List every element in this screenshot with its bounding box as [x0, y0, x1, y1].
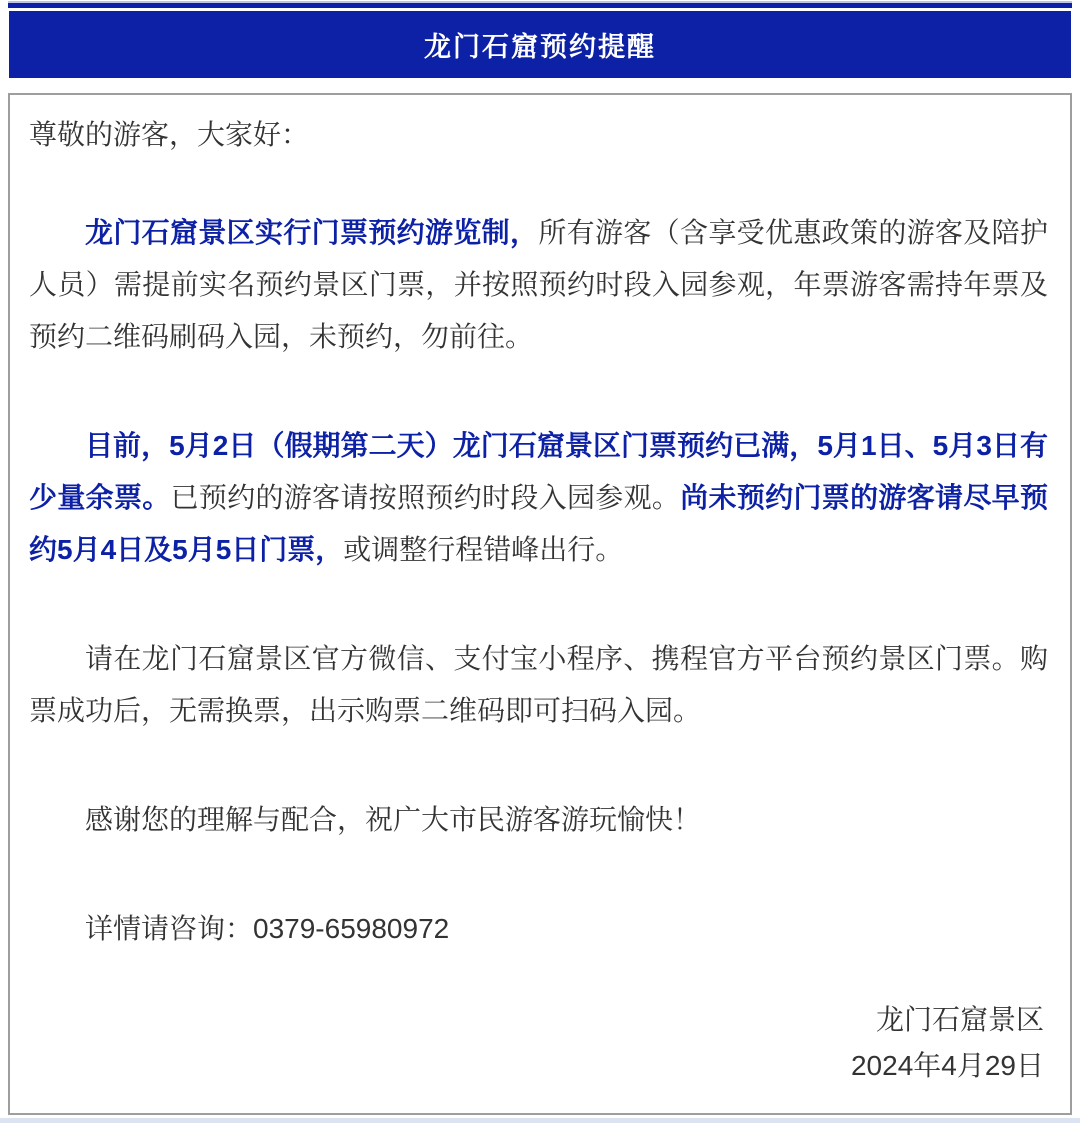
emphasis-policy-text: 龙门石窟景区实行门票预约游览制， — [85, 217, 539, 248]
booked-visitors-text: 已预约的游客请按照预约时段入园参观。 — [170, 482, 681, 513]
paragraph-contact — [29, 903, 1048, 955]
notice-box — [8, 93, 1072, 1115]
notice-header-bar — [9, 11, 1071, 78]
bottom-strip — [0, 1118, 1080, 1123]
greeting-line — [29, 109, 1048, 161]
paragraph-ticket-status — [29, 420, 1048, 576]
policy-detail-text: 所有游客（含享受优惠政策的游客及陪护人员）需提前实名预约景区门票，并按照预约时段入园参观，年票游客需持年票及预约二维码刷码入园，未预约，勿前往。 — [29, 217, 1048, 352]
adjust-itinerary-text: 或调整行程错峰出行。 — [343, 534, 624, 565]
contact-phone: 0379-65980972 — [253, 913, 450, 944]
contact-label: 详情请咨询： — [85, 913, 254, 944]
paragraph-booking-channels — [29, 633, 1048, 737]
booking-channels-text: 请在龙门石窟景区官方微信、支付宝小程序、携程官方平台预约景区门票。购票成功后，无需换票，出示购票二维码即可扫码入园。 — [29, 643, 1048, 726]
paragraph-reservation-policy — [29, 207, 1048, 363]
signature-date: 2024年4月29日 — [850, 1050, 1044, 1081]
paragraph-thanks — [29, 794, 1048, 846]
thanks-text: 感谢您的理解与配合，祝广大市民游客游玩愉快！ — [85, 804, 702, 835]
greeting-text: 尊敬的游客，大家好： — [29, 119, 310, 150]
signature-block — [29, 997, 1048, 1089]
signature-organization: 龙门石窟景区 — [875, 1004, 1044, 1035]
emphasis-book-early-text: 尚未预约门票的游客请尽早预约5月4日及5月5日门票， — [29, 482, 1048, 565]
notice-title: 龙门石窟预约提醒 — [424, 32, 656, 62]
emphasis-soldout-text: 目前，5月2日（假期第二天）龙门石窟景区门票预约已满，5月1日、5月3日有少量余票。 — [29, 430, 1048, 513]
